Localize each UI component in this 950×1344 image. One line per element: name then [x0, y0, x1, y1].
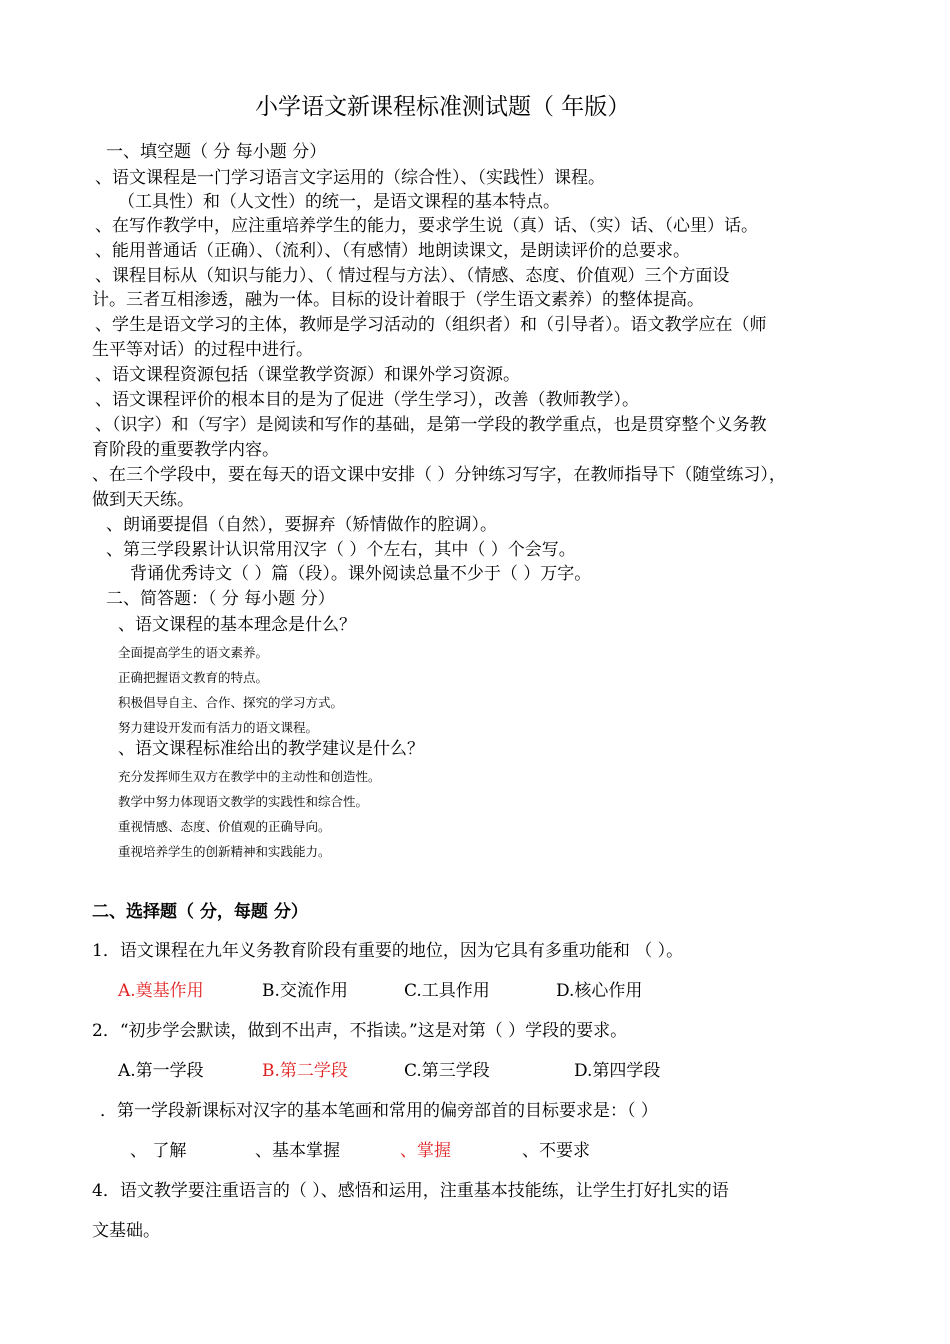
choice-question-stem: 4．语文教学要注重语言的（ ）、感悟和运用，注重基本技能练，让学生打好扎实的语 [92, 1181, 729, 1201]
choice-option: 、基本掌握 [255, 1141, 340, 1161]
short-answer-line: 充分发挥师生双方在教学中的主动性和创造性。 [118, 769, 381, 784]
fill-line: 、学生是语文学习的主体，教师是学习活动的（组织者）和（引导者）。语文教学应在（师 [95, 315, 767, 335]
short-answer-question: 、语文课程标准给出的教学建议是什么？ [118, 739, 424, 759]
short-answer-question: 、语文课程的基本理念是什么？ [118, 615, 356, 635]
fill-line: 、（识字）和（写字）是阅读和写作的基础，是第一学段的教学重点，也是贯穿整个义务教 [95, 415, 767, 435]
choice-question-stem: ．第一学段新课标对汉字的基本笔画和常用的偏旁部首的目标要求是：（ ） [100, 1101, 658, 1121]
fill-line: 育阶段的重要教学内容。 [92, 440, 279, 460]
fill-line: 、语文课程是一门学习语言文字运用的（综合性）、（实践性）课程。 [95, 168, 605, 188]
fill-line: 做到天天练。 [92, 490, 194, 510]
page-title: 小学语文新课程标准测试题（ 年版） [255, 94, 631, 120]
short-answer-line: 重视情感、态度、价值观的正确导向。 [118, 819, 331, 834]
fill-line: 、课程目标从（知识与能力）、（ 情过程与方法）、（情感、态度、价值观）三个方面设 [95, 266, 730, 286]
fill-line: 计。三者互相渗透，融为一体。目标的设计着眼于（学生语文素养）的整体提高。 [92, 290, 704, 310]
fill-line: 生平等对话）的过程中进行。 [92, 340, 313, 360]
choice-question-stem-continued: 文基础。 [92, 1221, 160, 1241]
fill-line: 、能用普通话（正确）、（流利）、（有感情）地朗读课文，是朗读评价的总要求。 [95, 241, 690, 261]
short-answer-line: 教学中努力体现语文教学的实践性和综合性。 [118, 794, 369, 809]
choice-option: B.交流作用 [262, 981, 348, 1001]
fill-line: 、第三学段累计认识常用汉字（ ）个左右，其中（ ）个会写。 [106, 540, 576, 560]
choice-question-stem: 1．语文课程在九年义务教育阶段有重要的地位，因为它具有多重功能和 （ ）。 [92, 941, 684, 961]
fill-line: （工具性）和（人文性）的统一，是语文课程的基本特点。 [118, 192, 560, 212]
fill-line: 、语文课程资源包括（课堂教学资源）和课外学习资源。 [95, 365, 520, 385]
section1-heading: 一、填空题（ 分 每小题 分） [106, 142, 327, 162]
fill-line: 、语文课程评价的根本目的是为了促进（学生学习），改善（教师教学）。 [95, 390, 639, 410]
short-answer-line: 全面提高学生的语文素养。 [118, 645, 269, 660]
short-answer-line: 正确把握语文教育的特点。 [118, 670, 269, 685]
fill-line: 、在写作教学中，应注重培养学生的能力，要求学生说（真）话、（实）话、（心里）话。 [95, 216, 758, 236]
section3-heading: 二、选择题（ 分，每题 分） [92, 902, 308, 922]
choice-option: C.第三学段 [404, 1061, 490, 1081]
choice-option: B.第二学段 [262, 1061, 348, 1081]
choice-option: A.奠基作用 [118, 981, 204, 1001]
choice-option: D.第四学段 [574, 1061, 661, 1081]
choice-option: A.第一学段 [118, 1061, 204, 1081]
fill-line: 、朗诵要提倡（自然），要摒弃（矫情做作的腔调）。 [106, 515, 497, 535]
short-answer-line: 积极倡导自主、合作、探究的学习方式。 [118, 695, 344, 710]
choice-option: 、不要求 [522, 1141, 590, 1161]
choice-option: C.工具作用 [404, 981, 490, 1001]
choice-question-stem: 2．“初步学会默读，做到不出声，不指读。”这是对第（ ）学段的要求。 [92, 1021, 628, 1041]
choice-option: 、 了解 [130, 1141, 187, 1161]
short-answer-line: 重视培养学生的创新精神和实践能力。 [118, 844, 331, 859]
fill-line: 、在三个学段中，要在每天的语文课中安排（ ）分钟练习写字，在教师指导下（随堂练习）， [92, 465, 786, 485]
choice-option: 、掌握 [400, 1141, 451, 1161]
section2-heading: 二、简答题：（ 分 每小题 分） [106, 589, 335, 609]
fill-line: 背诵优秀诗文（ ）篇（段）。课外阅读总量不少于（ ）万字。 [130, 564, 592, 584]
choice-option: D.核心作用 [556, 981, 643, 1001]
short-answer-line: 努力建设开发而有活力的语文课程。 [118, 720, 319, 735]
